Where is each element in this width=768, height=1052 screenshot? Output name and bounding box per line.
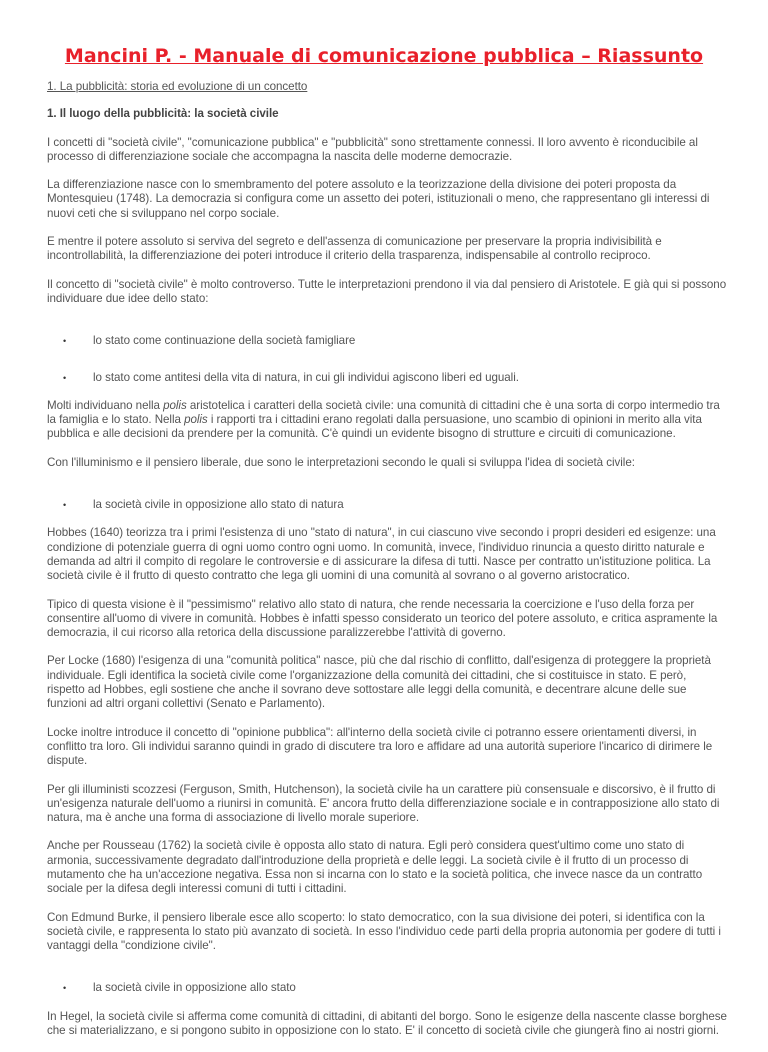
spacer <box>47 320 727 334</box>
italic-term: polis <box>184 413 208 427</box>
text-run: i rapporti tra i cittadini erano regolati dalla persuasione, uno scambio di opinioni in merito alla vita pubblica e alle decisioni da prendere per la comunità. C'è quindi un evidente bisogno di strutture e circuiti di comunicazione. <box>47 413 702 441</box>
list-item-text: lo stato come antitesi della vita di natura, in cui gli individui agiscono liberi ed uguali. <box>93 370 519 384</box>
paragraph: Anche per Rousseau (1762) la società civile è opposta allo stato di natura. Egli però considera quest'ultimo come uno stato di armonia, successivamente degradato dall'introduzione della proprietà e delle leggi. La società civile è il frutto di un processo di mutamento che ha un'accezione negativa. Essa non si incarna con lo stato e la società politica, che invece nasce da un contratto sociale per la difesa degli interessi comuni di tutti i cittadini. <box>47 839 703 896</box>
spacer <box>47 484 727 498</box>
italic-term: polis <box>163 398 187 412</box>
paragraph: Con l'illuminismo e il pensiero liberale, due sono le interpretazioni secondo le quali si sviluppa l'idea di società civile: <box>47 455 635 469</box>
paragraph: I concetti di "società civile", "comunicazione pubblica" e "pubblicità" sono strettamente connessi. Il loro avvento è riconducibile al processo di differenziazione sociale che accompagna la nascita delle moderne democrazie. <box>47 135 698 163</box>
list-item <box>47 498 727 512</box>
bullet-icon: • <box>63 500 67 511</box>
paragraph <box>47 399 727 442</box>
paragraph: La differenziazione nasce con lo smembramento del potere assoluto e la teorizzazione della divisione dei poteri proposta da Montesquieu (1748). La democrazia si configura come un assetto dei poteri, istituzionali o meno, che rappresentano gli interessi di nuovi ceti che si sviluppano nel corpo sociale. <box>47 178 710 220</box>
paragraph: Tipico di questa visione è il "pessimismo" relativo allo stato di natura, che rende necessaria la coercizione e l'uso della forza per consentire all'uomo di vivere in comunità. Hobbes è infatti spesso considerato un teorico del potere assoluto, e critica aspramente la democrazia, il cui ricorso alla retorica della discussione paralizzerebbe l'attività di governo. <box>47 597 718 640</box>
bullet-icon: • <box>63 983 67 994</box>
paragraph: Per Locke (1680) l'esigenza di una "comunità politica" nasce, più che dal rischio di conflitto, dall'esigenza di proteggere la proprietà individuale. Egli identifica la società civile come l'organizzazione della comunità dei cittadini, che si costituisce in stato. E però, rispetto ad Hobbes, egli sostiene che anche il sovrano deve sottostare alle leggi della comunità, e decentrare alcune delle sue funzioni ad altri organi collettivi (Senato e Parlamento). <box>47 654 711 711</box>
text-run: aristotelica i caratteri della società civile: una comunità di cittadini che è una sorta di corpo intermedio tra la famiglia e lo stato. Nella <box>47 398 720 427</box>
paragraph: Con Edmund Burke, il pensiero liberale esce allo scoperto: lo stato democratico, con la sua divisione dei poteri, si identifica con la società civile, e rappresenta lo stato più avanzato di società. In esso l'individuo cede parti della propria autonomia per godere di tutti i vantaggi della "condizione civile". <box>47 910 721 953</box>
list-item <box>47 334 727 348</box>
bullet-icon: • <box>63 372 67 383</box>
list-item-text: lo stato come continuazione della società famigliare <box>93 334 356 348</box>
chapter-heading: 1. La pubblicità: storia ed evoluzione di un concetto <box>47 80 308 93</box>
paragraph: Per gli illuministi scozzesi (Ferguson, Smith, Hutchenson), la società civile ha un carattere più consensuale e discorsivo, è il frutto di un'esigenza naturale dell'uomo a riunirsi in comunità. E' ancora frutto della differenziazione sociale e in contrapposizione allo stato di natura, ma è anche una forma di associazione di livello morale superiore. <box>47 782 720 825</box>
paragraph: Il concetto di "società civile" è molto controverso. Tutte le interpretazioni prendono il via dal pensiero di Aristotele. E già qui si possono individuare due idee dello stato: <box>47 277 727 305</box>
spacer <box>47 967 727 981</box>
paragraph: Hobbes (1640) teorizza tra i primi l'esistenza di uno "stato di natura", in cui ciascuno vive secondo i propri desideri ed esigenze: una condizione di potenziale guerra di ogni uomo contro ogni uomo. In comunità, invece, l'individuo rinuncia a questo diritto naturale e demanda ad altri il compito di regolare le controversie e di assicurare la difesa di tutti. Nasce per contratto un'istituzione politica. La società civile è il frutto di questo contratto che lega gli uomini di una comunità al sovrano o al governo aristocratico. <box>47 526 716 583</box>
list-item-text: la società civile in opposizione allo stato <box>93 981 296 995</box>
list-item-text: la società civile in opposizione allo stato di natura <box>93 498 344 512</box>
document-body <box>47 80 727 1052</box>
text-run: Molti individuano nella <box>47 398 164 412</box>
paragraph: Locke inoltre introduce il concetto di "opinione pubblica": all'interno della società civile ci potranno essere orientamenti diversi, in conflitto tra loro. Gli individui saranno quindi in grado di discutere tra loro e affidare ad una autorità superiore l'incarico di dirimere le dispute. <box>47 725 713 768</box>
bullet-icon: • <box>63 336 67 347</box>
paragraph: E mentre il potere assoluto si serviva del segreto e dell'assenza di comunicazione per preservare la propria indivisibilità e incontrollabilità, la differenziazione dei poteri introduce il criterio della trasparenza, indispensabile al controllo reciproco. <box>47 235 662 263</box>
paragraph: In Hegel, la società civile si afferma come comunità di cittadini, di abitanti del borgo. Sono le esigenze della nascente classe borghese che si materializzano, e si pongono subito in opposizione con lo stato. E' il concetto di società civile che giungerà fino ai nostri giorni. <box>47 1009 727 1038</box>
list-item <box>47 981 727 995</box>
list-item <box>47 371 727 385</box>
document-title: Mancini P. - Manuale di comunicazione pubblica – Riassunto <box>64 45 704 67</box>
section-heading: 1. Il luogo della pubblicità: la società civile <box>47 107 279 121</box>
